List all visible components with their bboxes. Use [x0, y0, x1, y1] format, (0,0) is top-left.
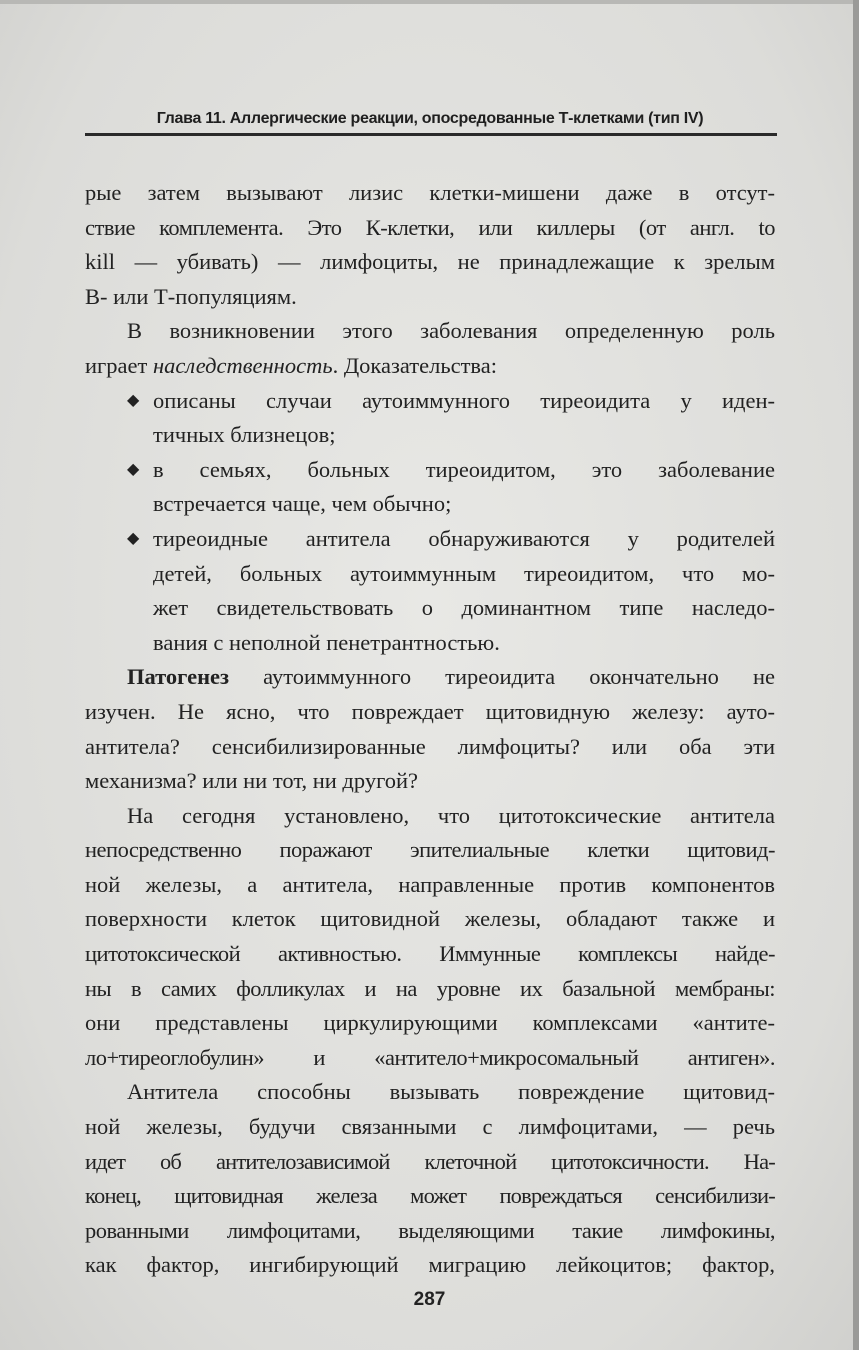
- text-line: ной железы, будучи связанными с лимфоцитами, — речь: [85, 1114, 775, 1140]
- paragraph-3: [85, 660, 775, 798]
- text-line: антитела? сенсибилизированные лимфоциты? или оба эти: [85, 733, 775, 759]
- text-fragment: . Доказательства:: [332, 352, 497, 378]
- text-line: Антитела способны вызывать повреждение щитовид-: [127, 1079, 775, 1105]
- text-line: жет свидетельствовать о доминантном типе наследо-: [153, 595, 775, 621]
- text-line: ны в самих фолликулах и на уровне их базальной мембраны:: [85, 975, 775, 1001]
- text-line: [85, 522, 775, 557]
- text-line: В возникновении этого заболевания определенную роль: [127, 318, 775, 344]
- running-head: Глава 11. Аллергические реакции, опосредованные Т-клетками (тип IV): [156, 110, 704, 127]
- text-line: механизма? или ни тот, ни другой?: [85, 768, 419, 794]
- body-text: [85, 176, 775, 1283]
- text-line: kill — убивать) — лимфоциты, не принадлежащие к зрелым: [85, 249, 775, 275]
- bullet-item: [85, 384, 775, 453]
- paragraph-2: [85, 314, 775, 383]
- text-line: тичных близнецов;: [153, 422, 336, 448]
- bullet-text: в семьях, больных тиреоидитом, это заболевание: [153, 456, 775, 482]
- text-line: как фактор, ингибирующий миграцию лейкоцитов; фактор,: [85, 1252, 775, 1278]
- text-line: [85, 349, 775, 384]
- paragraph-4: [85, 799, 775, 1076]
- bullet-item: [85, 522, 775, 660]
- bullet-list: [85, 384, 775, 661]
- text-line: идет об антителозависимой клеточной цитотоксичности. На-: [85, 1148, 775, 1174]
- text-fragment: аутоиммунного тиреоидита окончательно не: [229, 664, 775, 690]
- text-fragment: играет: [85, 352, 153, 378]
- diamond-bullet-icon: ◆: [127, 529, 140, 547]
- text-line: встречается чаще, чем обычно;: [153, 491, 452, 517]
- text-line: [85, 453, 775, 488]
- text-line: [85, 660, 775, 695]
- text-line: детей, больных аутоиммунным тиреоидитом, что мо-: [153, 560, 775, 586]
- text-line: цитотоксической активностью. Иммунные комплексы найде-: [85, 941, 775, 967]
- text-line: вания с неполной пенетрантностью.: [153, 629, 500, 655]
- bullet-text: описаны случаи аутоиммунного тиреоидита у иден-: [153, 387, 775, 413]
- bullet-text: тиреоидные антитела обнаруживаются у родителей: [153, 525, 775, 551]
- text-line: изучен. Не ясно, что повреждает щитовидную железу: ауто-: [85, 698, 775, 724]
- text-line: ствие комплемента. Это К-клетки, или киллеры (от англ. to: [85, 214, 775, 240]
- text-line: ло+тиреоглобулин» и «антитело+микросомальный антиген».: [85, 1044, 775, 1070]
- diamond-bullet-icon: ◆: [127, 460, 140, 478]
- paragraph-5: [85, 1075, 775, 1283]
- text-line: В- или Т-популяциям.: [85, 283, 297, 309]
- text-line: ной железы, а антитела, направленные против компонентов: [85, 871, 775, 897]
- page-number: 287: [413, 1289, 446, 1310]
- text-line: они представлены циркулирующими комплексами «антите-: [85, 1010, 775, 1036]
- text-line: поверхности клеток щитовидной железы, обладают также и: [85, 906, 775, 932]
- header-rule: [85, 133, 777, 136]
- text-line: рованными лимфоцитами, выделяющими такие лимфокины,: [85, 1217, 775, 1243]
- text-line: [85, 384, 775, 419]
- bullet-item: [85, 453, 775, 522]
- page-right-edge: [853, 0, 859, 1350]
- emphasis-heredity: наследственность: [152, 352, 333, 378]
- text-line: На сегодня установлено, что цитотоксические антитела: [127, 802, 775, 828]
- paragraph-1: [85, 176, 775, 314]
- text-line: конец, щитовидная железа может повреждаться сенсибилизи-: [85, 1183, 775, 1209]
- term-pathogenesis: Патогенез: [127, 664, 230, 690]
- page-top-edge: [0, 0, 859, 4]
- text-line: непосредственно поражают эпителиальные клетки щитовид-: [85, 837, 775, 863]
- text-line: рые затем вызывают лизис клетки-мишени даже в отсут-: [85, 180, 775, 205]
- diamond-bullet-icon: ◆: [127, 391, 140, 409]
